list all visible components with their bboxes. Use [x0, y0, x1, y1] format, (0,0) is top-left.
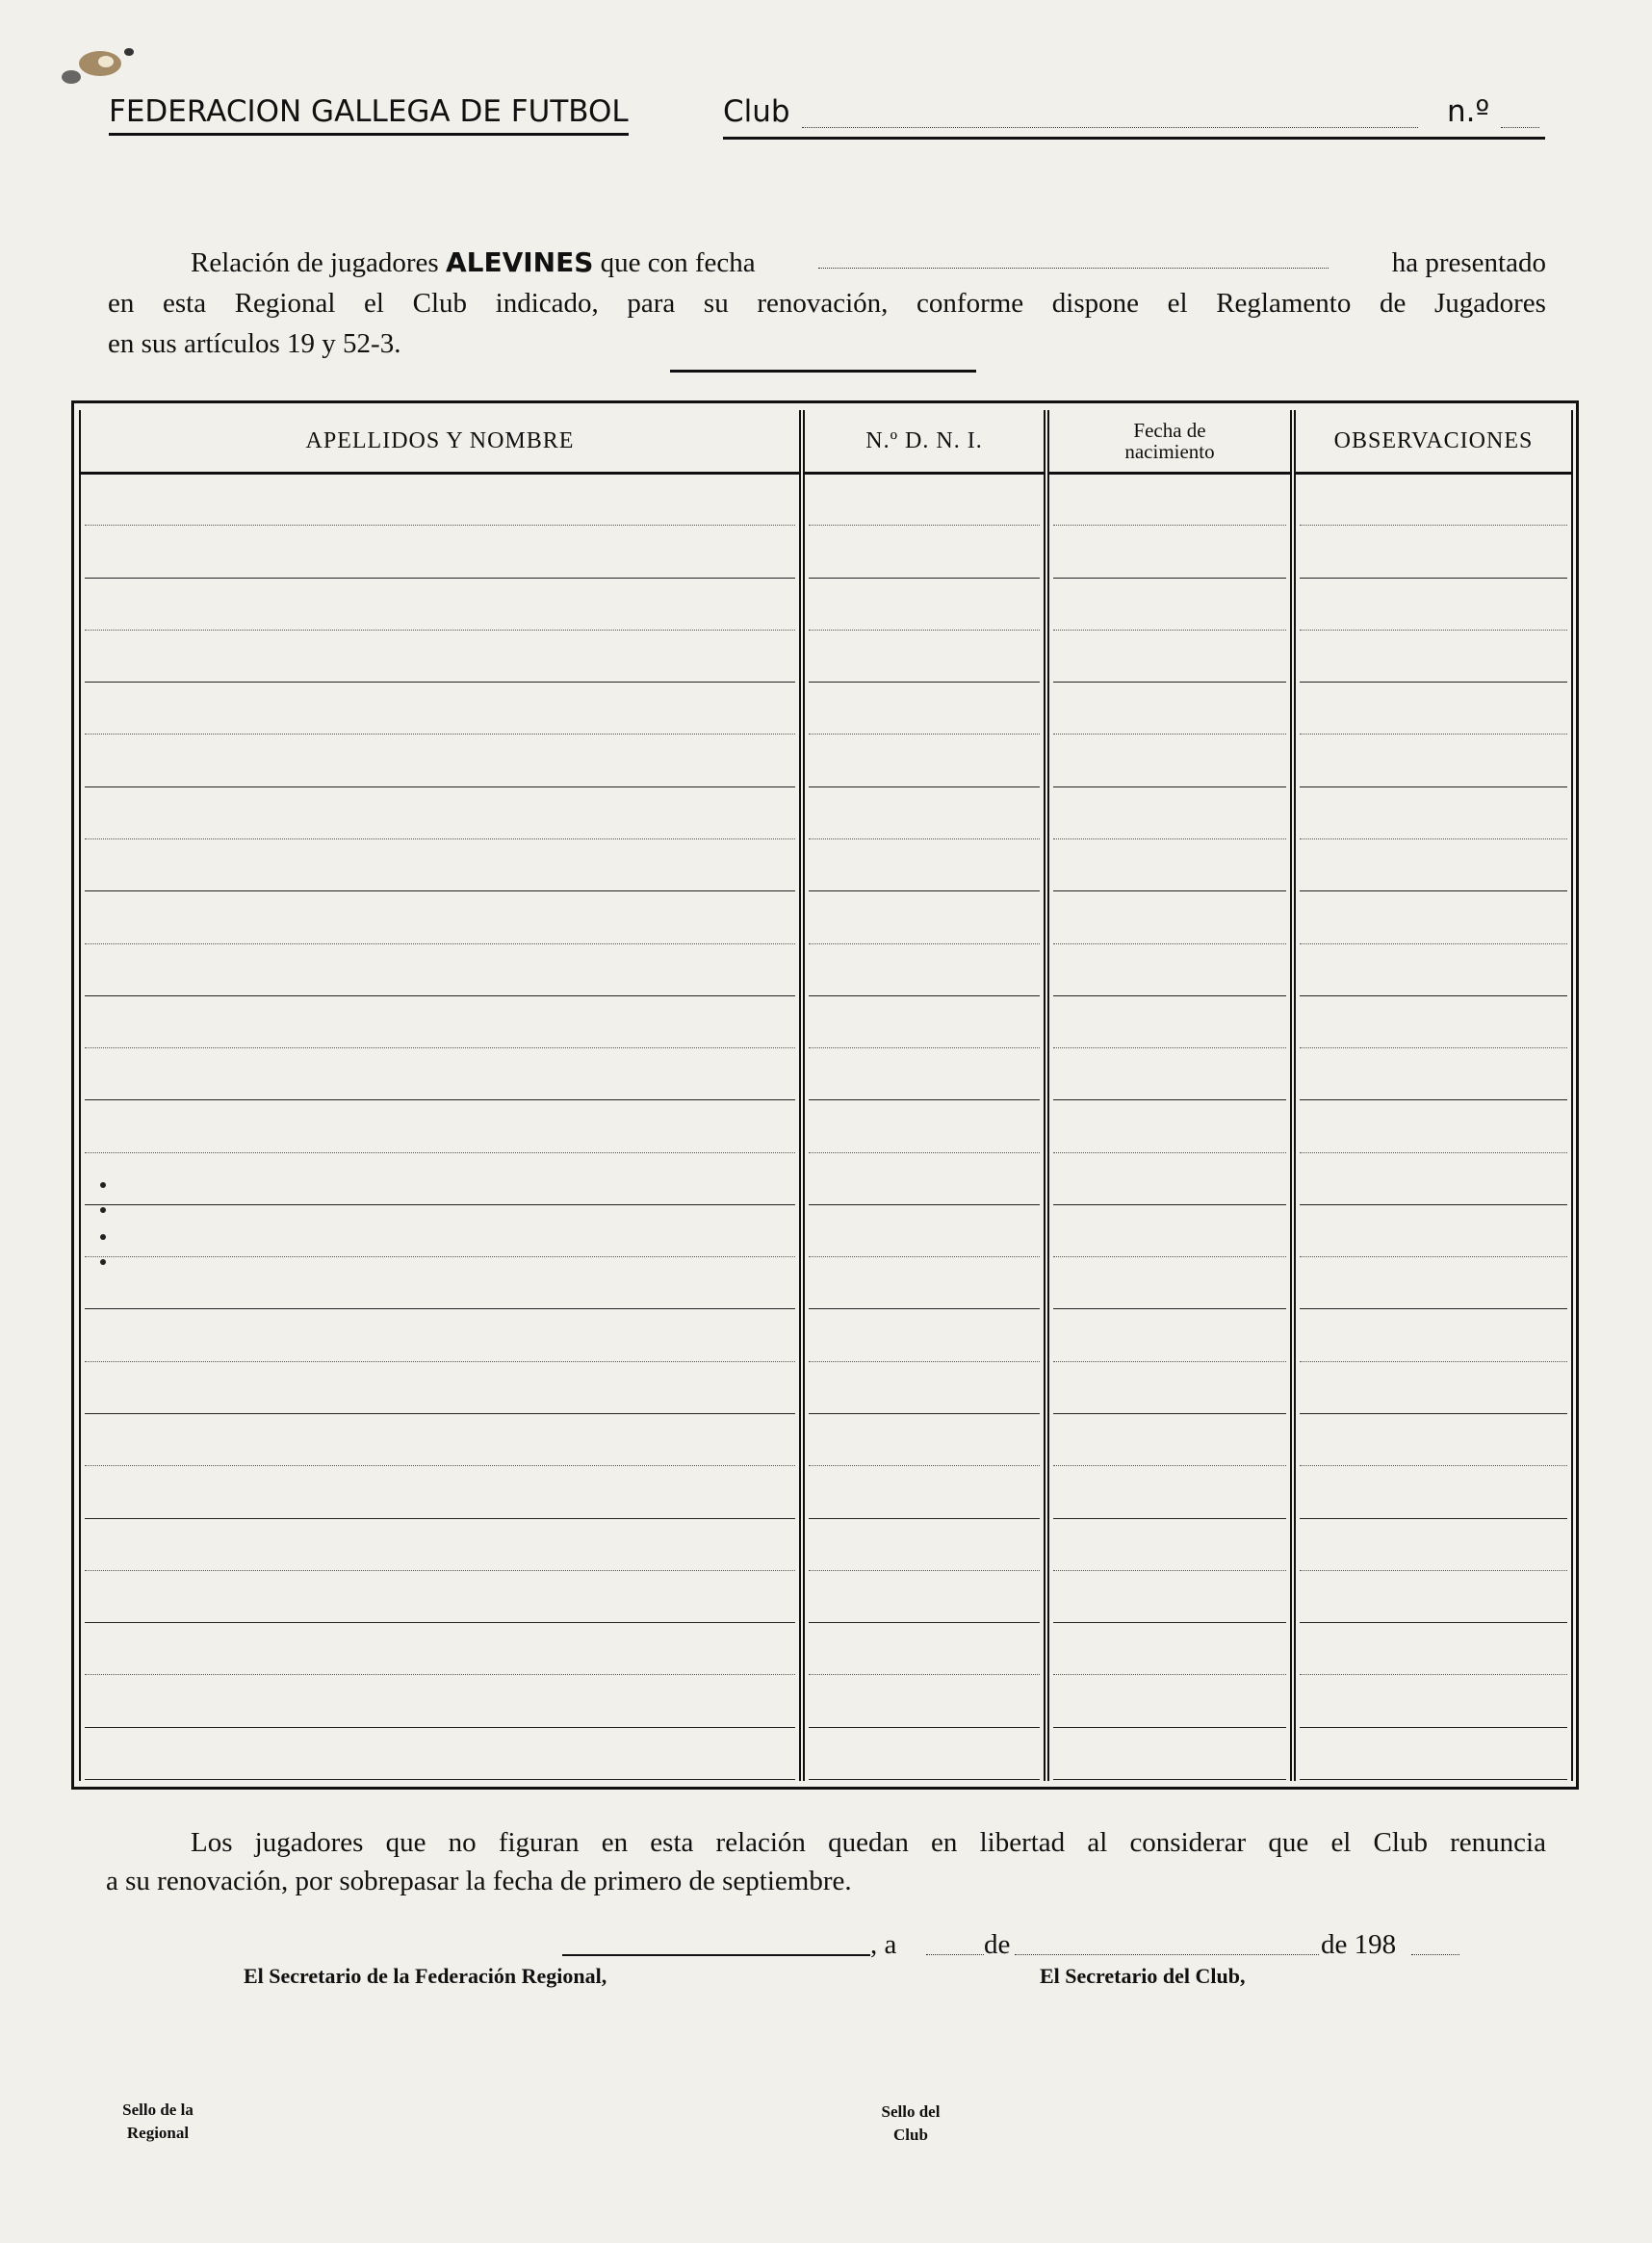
- table-row-line: [1300, 1465, 1567, 1466]
- table-row-line: [809, 1204, 1040, 1205]
- table-row-line: [85, 1256, 795, 1257]
- table-row-line: [1053, 1204, 1286, 1205]
- table-top-border: [71, 400, 1579, 403]
- date-de-label-2: de 198: [1321, 1929, 1397, 1960]
- category-label: ALEVINES: [445, 246, 594, 278]
- header-dni: N.º D. N. I.: [805, 410, 1044, 475]
- intro-word: para: [627, 288, 676, 319]
- table-row-line: [85, 1674, 795, 1675]
- table-row-line: [1053, 682, 1286, 683]
- table-row-line: [1053, 525, 1286, 526]
- club-input-line[interactable]: [802, 127, 1418, 128]
- year-input-line[interactable]: [1411, 1954, 1459, 1955]
- intro-word: Jugadores: [1433, 288, 1546, 319]
- intro-text-c: ha presentado: [1391, 247, 1546, 278]
- footer-note-line-1: [106, 1823, 1546, 1862]
- table-row-line: [85, 786, 795, 787]
- table-row-line: [809, 786, 1040, 787]
- table-row-line: [85, 838, 795, 839]
- footer-note-word: Club: [1373, 1827, 1428, 1858]
- intro-paragraph: [108, 243, 1546, 364]
- players-table: [71, 400, 1579, 1794]
- column-name: [79, 410, 801, 1781]
- table-row-line: [809, 578, 1040, 579]
- club-field[interactable]: [723, 94, 1545, 140]
- table-row-line: [809, 630, 1040, 631]
- number-label: n.º: [1447, 94, 1490, 129]
- table-bottom-border: [71, 1787, 1579, 1790]
- table-row-line: [1053, 1256, 1286, 1257]
- header-birth: Fecha de nacimiento: [1049, 410, 1290, 475]
- table-row-line: [1300, 1099, 1567, 1100]
- footer-note-word: que: [1268, 1827, 1309, 1858]
- date-signature-line: [562, 1929, 1463, 1962]
- intro-word: dispone: [1051, 288, 1140, 319]
- table-row-line: [85, 1413, 795, 1414]
- table-row-line: [1300, 1518, 1567, 1519]
- table-row-line: [1300, 630, 1567, 631]
- table-row-line: [1300, 1047, 1567, 1048]
- footer-note-word: Los: [191, 1827, 233, 1858]
- column-dni: [803, 410, 1045, 1781]
- speck-mark: [100, 1259, 106, 1265]
- table-row-line: [85, 943, 795, 944]
- footer-note-word: renuncia: [1450, 1827, 1546, 1858]
- footer-note-word: en: [601, 1827, 629, 1858]
- table-row-line: [1053, 630, 1286, 631]
- table-row-line: [85, 1518, 795, 1519]
- table-row-line: [809, 1361, 1040, 1362]
- table-row-line: [1053, 890, 1286, 891]
- table-row-line: [85, 1099, 795, 1100]
- speck-mark: [100, 1182, 106, 1188]
- day-input-line[interactable]: [926, 1954, 984, 1955]
- secretary-club-label: El Secretario del Club,: [1040, 1964, 1246, 1988]
- table-row-line: [1300, 1779, 1567, 1780]
- table-row-line: [1053, 1047, 1286, 1048]
- table-row-line: [85, 1727, 795, 1728]
- table-row-line: [1300, 995, 1567, 996]
- table-row-line: [809, 1047, 1040, 1048]
- table-row-line: [85, 734, 795, 735]
- table-row-line: [809, 1413, 1040, 1414]
- table-row-line: [1300, 890, 1567, 891]
- table-row-line: [1053, 1779, 1286, 1780]
- form-header: [109, 94, 1545, 141]
- table-row-line: [85, 1204, 795, 1205]
- table-row-line: [1300, 682, 1567, 683]
- club-label: Club: [723, 94, 790, 129]
- intro-word: el: [1167, 288, 1188, 319]
- table-row-line: [1053, 1152, 1286, 1153]
- table-row-line: [1300, 1622, 1567, 1623]
- intro-word: conforme: [916, 288, 1024, 319]
- table-row-line: [85, 890, 795, 891]
- footer-note-word: jugadores: [254, 1827, 364, 1858]
- footer-note: [106, 1823, 1546, 1900]
- table-row-line: [1300, 943, 1567, 944]
- intro-line-3: en sus artículos 19 y 52-3.: [108, 328, 401, 359]
- table-row-line: [809, 1779, 1040, 1780]
- table-row-line: [809, 1152, 1040, 1153]
- separator-rule: [670, 370, 976, 373]
- table-row-line: [809, 995, 1040, 996]
- intro-word: renovación,: [757, 288, 889, 319]
- table-row-line: [85, 1465, 795, 1466]
- table-row-line: [85, 1152, 795, 1153]
- table-row-line: [85, 995, 795, 996]
- intro-word: Reglamento: [1216, 288, 1352, 319]
- date-de-label-1: de: [984, 1929, 1011, 1960]
- table-row-line: [85, 1570, 795, 1571]
- table-row-line: [85, 1047, 795, 1048]
- footer-note-word: considerar: [1129, 1827, 1247, 1858]
- table-row-line: [1053, 1308, 1286, 1309]
- table-row-line: [1300, 786, 1567, 787]
- intro-line-2: [108, 283, 1546, 323]
- stain-mark: [42, 42, 148, 90]
- table-row-line: [1053, 995, 1286, 996]
- date-a-label: , a: [870, 1929, 897, 1960]
- stamp-club-area: [857, 2101, 965, 2147]
- intro-word: Regional: [234, 288, 336, 319]
- table-row-line: [1053, 1361, 1286, 1362]
- intro-word: el: [364, 288, 384, 319]
- table-row-line: [1300, 1152, 1567, 1153]
- table-row-line: [809, 890, 1040, 891]
- table-row-line: [1300, 1413, 1567, 1414]
- table-row-line: [1053, 1727, 1286, 1728]
- table-row-line: [809, 1674, 1040, 1675]
- footer-note-word: no: [448, 1827, 477, 1858]
- table-row-line: [1300, 734, 1567, 735]
- speck-mark: [100, 1234, 106, 1240]
- table-row-line: [1300, 1570, 1567, 1571]
- header-observations: OBSERVACIONES: [1296, 410, 1571, 475]
- table-row-line: [1300, 1727, 1567, 1728]
- column-observations: [1294, 410, 1573, 1781]
- table-row-line: [85, 578, 795, 579]
- footer-note-word: libertad: [979, 1827, 1066, 1858]
- table-row-line: [809, 1622, 1040, 1623]
- table-row-line: [85, 630, 795, 631]
- footer-note-word: al: [1087, 1827, 1108, 1858]
- table-row-line: [85, 525, 795, 526]
- stamp-club-line-2: Club: [893, 2126, 928, 2144]
- table-row-line: [809, 1099, 1040, 1100]
- column-birth: [1047, 410, 1292, 1781]
- footer-note-word: en: [931, 1827, 958, 1858]
- table-row-line: [1300, 1256, 1567, 1257]
- intro-word: indicado,: [495, 288, 599, 319]
- intro-word: en: [108, 288, 135, 319]
- footer-note-word: que: [385, 1827, 426, 1858]
- table-row-line: [809, 1570, 1040, 1571]
- table-row-line: [85, 1779, 795, 1780]
- table-left-border: [71, 400, 74, 1790]
- table-row-line: [1053, 734, 1286, 735]
- speck-mark: [100, 1207, 106, 1213]
- table-right-border: [1576, 400, 1579, 1790]
- table-row-line: [1300, 838, 1567, 839]
- footer-note-line-2: a su renovación, por sobrepasar la fecha de primero de septiembre.: [106, 1866, 852, 1896]
- table-row-line: [809, 1518, 1040, 1519]
- stamp-club-line-1: Sello del: [881, 2102, 941, 2121]
- table-row-line: [1053, 1413, 1286, 1414]
- footer-note-word: quedan: [828, 1827, 909, 1858]
- table-row-line: [1300, 1361, 1567, 1362]
- table-row-line: [1053, 786, 1286, 787]
- intro-word: de: [1379, 288, 1407, 319]
- federation-title: FEDERACION GALLEGA DE FUTBOL: [109, 94, 629, 136]
- table-row-line: [1053, 1570, 1286, 1571]
- table-row-line: [1053, 1099, 1286, 1100]
- table-row-line: [1053, 1465, 1286, 1466]
- table-row-line: [1053, 1518, 1286, 1519]
- footer-note-word: esta: [650, 1827, 694, 1858]
- table-row-line: [1300, 525, 1567, 526]
- stamp-regional-line-1: Sello de la: [122, 2101, 194, 2119]
- intro-text-b: que con fecha: [600, 247, 756, 278]
- table-row-line: [1300, 1204, 1567, 1205]
- month-input-line[interactable]: [1015, 1954, 1319, 1955]
- number-input-line[interactable]: [1501, 127, 1539, 128]
- place-input-line[interactable]: [562, 1954, 870, 1956]
- header-name: APELLIDOS Y NOMBRE: [81, 410, 799, 475]
- table-row-line: [809, 1308, 1040, 1309]
- stamp-regional-line-2: Regional: [126, 2124, 190, 2142]
- table-row-line: [85, 682, 795, 683]
- table-row-line: [809, 838, 1040, 839]
- intro-text-a: Relación de jugadores: [191, 247, 439, 278]
- table-row-line: [85, 1622, 795, 1623]
- table-row-line: [809, 1727, 1040, 1728]
- footer-note-word: relación: [715, 1827, 806, 1858]
- intro-word: Club: [412, 288, 468, 319]
- table-row-line: [1300, 1674, 1567, 1675]
- table-row-line: [1300, 1308, 1567, 1309]
- stamp-regional-area: [104, 2099, 212, 2145]
- table-row-line: [809, 734, 1040, 735]
- table-row-line: [809, 682, 1040, 683]
- table-row-line: [1053, 1674, 1286, 1675]
- table-row-line: [809, 525, 1040, 526]
- table-row-line: [809, 1465, 1040, 1466]
- secretary-federation-label: El Secretario de la Federación Regional,: [244, 1964, 607, 1988]
- intro-word: esta: [163, 288, 207, 319]
- table-row-line: [1053, 578, 1286, 579]
- footer-note-word: figuran: [498, 1827, 580, 1858]
- table-row-line: [1053, 943, 1286, 944]
- table-row-line: [85, 1308, 795, 1309]
- date-input-line[interactable]: [818, 243, 1329, 269]
- table-row-line: [85, 1361, 795, 1362]
- table-row-line: [1053, 1622, 1286, 1623]
- table-row-line: [809, 1256, 1040, 1257]
- table-row-line: [1300, 578, 1567, 579]
- intro-word: su: [703, 288, 729, 319]
- footer-note-word: el: [1330, 1827, 1352, 1858]
- table-row-line: [1053, 838, 1286, 839]
- table-row-line: [809, 943, 1040, 944]
